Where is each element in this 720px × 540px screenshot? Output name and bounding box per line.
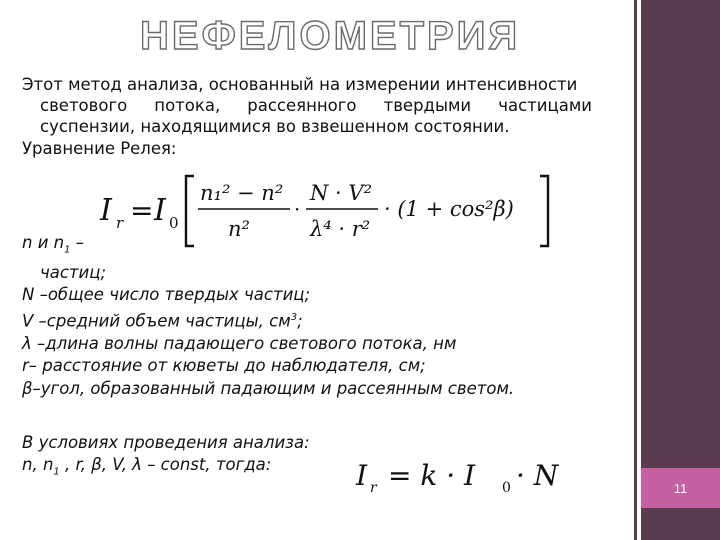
decorative-sidebar <box>641 0 720 540</box>
page-number: 11 <box>673 480 688 496</box>
conditions-line-2-end: , r, β, V, λ – const, тогда: <box>59 455 272 474</box>
definition-V-sup: 3 <box>290 311 298 323</box>
formula-lhs-sub: r <box>116 214 124 232</box>
formula-tail: · (1 + cos²β) <box>384 197 514 221</box>
fraction2-denominator: λ⁴ · r² <box>310 217 371 241</box>
definition-n-dash: – <box>70 233 85 252</box>
fraction1-denominator: n² <box>228 217 250 241</box>
simplified-equation <box>352 455 572 495</box>
formula-i0-sub: 0 <box>169 214 179 232</box>
definition-n-sub: 1 <box>64 244 71 256</box>
fraction2-numerator: N · V² <box>310 181 372 205</box>
formula-lhs: I <box>100 193 112 228</box>
rayleigh-label: Уравнение Релея: <box>22 139 177 158</box>
formula-equals: = <box>130 194 154 227</box>
definition-n-lead: n и n <box>22 233 65 252</box>
conditions-line-1: В условиях проведения анализа: <box>22 433 310 452</box>
slide-title: НЕФЕЛОМЕТРИЯ <box>140 14 521 58</box>
variable-definitions <box>22 232 622 400</box>
definition-particles: частиц; <box>40 262 107 282</box>
definition-r: r– расстояние от кюветы до наблюдателя, см; <box>22 356 426 376</box>
sidebar-divider <box>634 0 637 540</box>
dot-1: · <box>294 197 301 221</box>
analysis-conditions <box>22 432 352 483</box>
small-lhs: I <box>356 459 368 492</box>
intro-line-3: суспензии, находящимися во взвешенном состоянии. <box>40 117 510 136</box>
fraction1-numerator: n₁² − n² <box>200 181 284 205</box>
conditions-line-2 <box>22 454 352 483</box>
definition-beta: β–угол, образованный падающим и рассеянным светом. <box>22 378 515 398</box>
small-lhs-sub: r <box>370 480 377 495</box>
small-rhs: = k · I <box>388 459 476 492</box>
intro-line-1: Этот метод анализа, основанный на измерении интенсивности <box>22 75 578 94</box>
page-number-badge <box>641 468 720 508</box>
definition-V <box>22 307 622 333</box>
conditions-line-2-start: n, n <box>22 455 54 474</box>
definition-V-after: ; <box>297 311 303 331</box>
small-tail: · N <box>516 459 559 492</box>
definition-N: N –общее число твердых частиц; <box>22 285 311 305</box>
definition-V-text: V –средний объем частицы, см <box>22 311 291 331</box>
small-rhs-sub: 0 <box>502 480 511 495</box>
intro-paragraph <box>22 74 612 137</box>
definition-n <box>22 232 622 262</box>
formula-i0: I <box>154 193 166 228</box>
conditions-line-2-sub: 1 <box>53 466 60 478</box>
definition-lambda: λ –длина волны падающего светового потока, нм <box>22 333 457 353</box>
intro-line-2: светового потока, рассеянного твердыми частицами <box>40 96 592 115</box>
